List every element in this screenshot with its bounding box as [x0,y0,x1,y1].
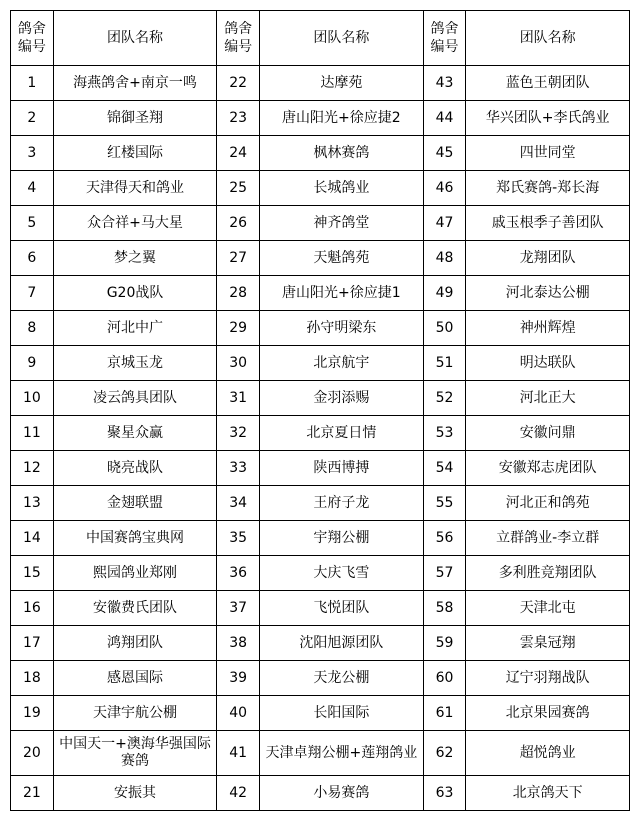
team-name-cell: 金羽添赐 [260,381,424,416]
table-row [11,101,630,136]
team-name-cell: 北京夏日情 [260,416,424,451]
loft-number-cell: 31 [217,381,260,416]
loft-number-cell: 5 [11,206,54,241]
loft-number-cell: 6 [11,241,54,276]
table-row [11,206,630,241]
team-name-cell: 天津得天和鸽业 [53,171,217,206]
loft-number-cell: 23 [217,101,260,136]
loft-number-cell: 25 [217,171,260,206]
team-name-cell: 天龙公棚 [260,661,424,696]
team-name-cell: 天津卓翔公棚+莲翔鸽业 [260,731,424,776]
table-row [11,136,630,171]
team-name-cell: 金翅联盟 [53,486,217,521]
loft-number-cell: 38 [217,626,260,661]
team-name-header: 团队名称 [466,11,630,66]
team-name-cell: 中国赛鸽宝典网 [53,521,217,556]
loft-number-header: 鸽舍 编号 [11,11,54,66]
team-name-cell: 唐山阳光+徐应捷2 [260,101,424,136]
loft-number-cell: 30 [217,346,260,381]
loft-number-cell: 3 [11,136,54,171]
loft-number-cell: 16 [11,591,54,626]
team-name-cell: 晓亮战队 [53,451,217,486]
loft-number-cell: 26 [217,206,260,241]
team-name-cell: 河北中广 [53,311,217,346]
table-row [11,451,630,486]
table-row [11,696,630,731]
loft-number-cell: 11 [11,416,54,451]
team-name-cell: 锦御圣翔 [53,101,217,136]
loft-number-cell: 29 [217,311,260,346]
team-name-cell: 北京航宇 [260,346,424,381]
team-name-cell: 天魁鸽苑 [260,241,424,276]
team-name-cell: 龙翔团队 [466,241,630,276]
table-row [11,661,630,696]
loft-number-cell: 19 [11,696,54,731]
table-row [11,171,630,206]
team-name-cell: 多利胜竞翔团队 [466,556,630,591]
team-name-cell: 海燕鸽舍+南京一鸣 [53,66,217,101]
table-row [11,486,630,521]
loft-number-cell: 56 [423,521,466,556]
table-row [11,626,630,661]
team-name-cell: 辽宁羽翔战队 [466,661,630,696]
team-name-cell: 安徽郑志虎团队 [466,451,630,486]
team-name-cell: 红楼国际 [53,136,217,171]
team-name-cell: 聚星众赢 [53,416,217,451]
loft-number-cell: 17 [11,626,54,661]
table-row [11,521,630,556]
loft-number-cell: 58 [423,591,466,626]
team-name-cell: 飞悦团队 [260,591,424,626]
loft-number-cell: 7 [11,276,54,311]
team-name-cell: 雲臬冠翔 [466,626,630,661]
loft-number-cell: 54 [423,451,466,486]
loft-number-cell: 21 [11,776,54,811]
loft-number-cell: 41 [217,731,260,776]
team-name-cell: 安振其 [53,776,217,811]
team-name-cell: 唐山阳光+徐应捷1 [260,276,424,311]
loft-number-cell: 28 [217,276,260,311]
loft-team-table [10,10,630,811]
loft-number-cell: 57 [423,556,466,591]
team-name-cell: 四世同堂 [466,136,630,171]
team-name-header: 团队名称 [260,11,424,66]
loft-number-cell: 36 [217,556,260,591]
loft-number-cell: 10 [11,381,54,416]
loft-number-cell: 40 [217,696,260,731]
loft-number-header: 鸽舍 编号 [217,11,260,66]
loft-number-cell: 18 [11,661,54,696]
team-name-cell: 长城鸽业 [260,171,424,206]
team-name-header: 团队名称 [53,11,217,66]
header-row [11,11,630,66]
loft-number-cell: 44 [423,101,466,136]
loft-number-cell: 12 [11,451,54,486]
loft-number-cell: 1 [11,66,54,101]
loft-number-cell: 22 [217,66,260,101]
team-name-cell: 熙园鸽业郑刚 [53,556,217,591]
loft-number-cell: 59 [423,626,466,661]
table-row [11,381,630,416]
team-name-cell: 京城玉龙 [53,346,217,381]
team-name-cell: 安徽费氏团队 [53,591,217,626]
table-row [11,591,630,626]
team-name-cell: 众合祥+马大星 [53,206,217,241]
loft-number-cell: 37 [217,591,260,626]
team-name-cell: 枫林赛鸽 [260,136,424,171]
team-name-cell: 河北正大 [466,381,630,416]
team-name-cell: 神齐鸽堂 [260,206,424,241]
table-row [11,556,630,591]
loft-number-header: 鸽舍 编号 [423,11,466,66]
loft-number-cell: 4 [11,171,54,206]
team-name-cell: 河北泰达公棚 [466,276,630,311]
team-name-cell: 孙守明梁东 [260,311,424,346]
team-name-cell: 河北正和鸽苑 [466,486,630,521]
loft-number-cell: 13 [11,486,54,521]
loft-number-cell: 39 [217,661,260,696]
loft-number-cell: 32 [217,416,260,451]
loft-number-cell: 47 [423,206,466,241]
team-name-cell: 蓝色王朝团队 [466,66,630,101]
team-name-cell: 安徽问鼎 [466,416,630,451]
loft-number-cell: 20 [11,731,54,776]
team-name-cell: 中国天一+澳海华强国际赛鸽 [53,731,217,776]
team-name-cell: 天津北屯 [466,591,630,626]
loft-number-cell: 42 [217,776,260,811]
loft-number-cell: 49 [423,276,466,311]
table-row [11,66,630,101]
team-name-cell: 长阳国际 [260,696,424,731]
loft-number-cell: 48 [423,241,466,276]
loft-number-cell: 50 [423,311,466,346]
team-name-cell: 凌云鸽具团队 [53,381,217,416]
loft-number-cell: 24 [217,136,260,171]
loft-number-cell: 51 [423,346,466,381]
loft-number-cell: 34 [217,486,260,521]
loft-number-cell: 35 [217,521,260,556]
loft-number-cell: 14 [11,521,54,556]
loft-number-cell: 62 [423,731,466,776]
team-name-cell: 沈阳旭源团队 [260,626,424,661]
loft-number-cell: 8 [11,311,54,346]
team-name-cell: 超悦鸽业 [466,731,630,776]
team-name-cell: 宇翔公棚 [260,521,424,556]
team-name-cell: 达摩苑 [260,66,424,101]
loft-number-cell: 63 [423,776,466,811]
loft-number-cell: 53 [423,416,466,451]
team-name-cell: 郑氏赛鸽-郑长海 [466,171,630,206]
loft-number-cell: 60 [423,661,466,696]
loft-number-cell: 61 [423,696,466,731]
loft-number-cell: 15 [11,556,54,591]
team-name-cell: 大庆飞雪 [260,556,424,591]
table-row [11,241,630,276]
loft-number-cell: 27 [217,241,260,276]
team-name-cell: 王府子龙 [260,486,424,521]
table-row [11,276,630,311]
team-name-cell: 北京果园赛鸽 [466,696,630,731]
team-name-cell: 梦之翼 [53,241,217,276]
team-name-cell: 陕西博搏 [260,451,424,486]
table-row [11,776,630,811]
table-row [11,416,630,451]
team-name-cell: 神州辉煌 [466,311,630,346]
team-name-cell: 华兴团队+李氏鸽业 [466,101,630,136]
table-row [11,311,630,346]
loft-number-cell: 46 [423,171,466,206]
team-name-cell: G20战队 [53,276,217,311]
loft-number-cell: 2 [11,101,54,136]
team-name-cell: 小易赛鸽 [260,776,424,811]
loft-number-cell: 9 [11,346,54,381]
loft-number-cell: 43 [423,66,466,101]
table-row [11,731,630,776]
loft-number-cell: 55 [423,486,466,521]
table-body [11,66,630,811]
team-name-cell: 天津宇航公棚 [53,696,217,731]
loft-number-cell: 33 [217,451,260,486]
table-row [11,346,630,381]
loft-number-cell: 52 [423,381,466,416]
team-name-cell: 戚玉根季子善团队 [466,206,630,241]
team-name-cell: 立群鸽业-李立群 [466,521,630,556]
team-name-cell: 感恩国际 [53,661,217,696]
team-name-cell: 明达联队 [466,346,630,381]
team-name-cell: 鸿翔团队 [53,626,217,661]
loft-number-cell: 45 [423,136,466,171]
team-name-cell: 北京鸽天下 [466,776,630,811]
